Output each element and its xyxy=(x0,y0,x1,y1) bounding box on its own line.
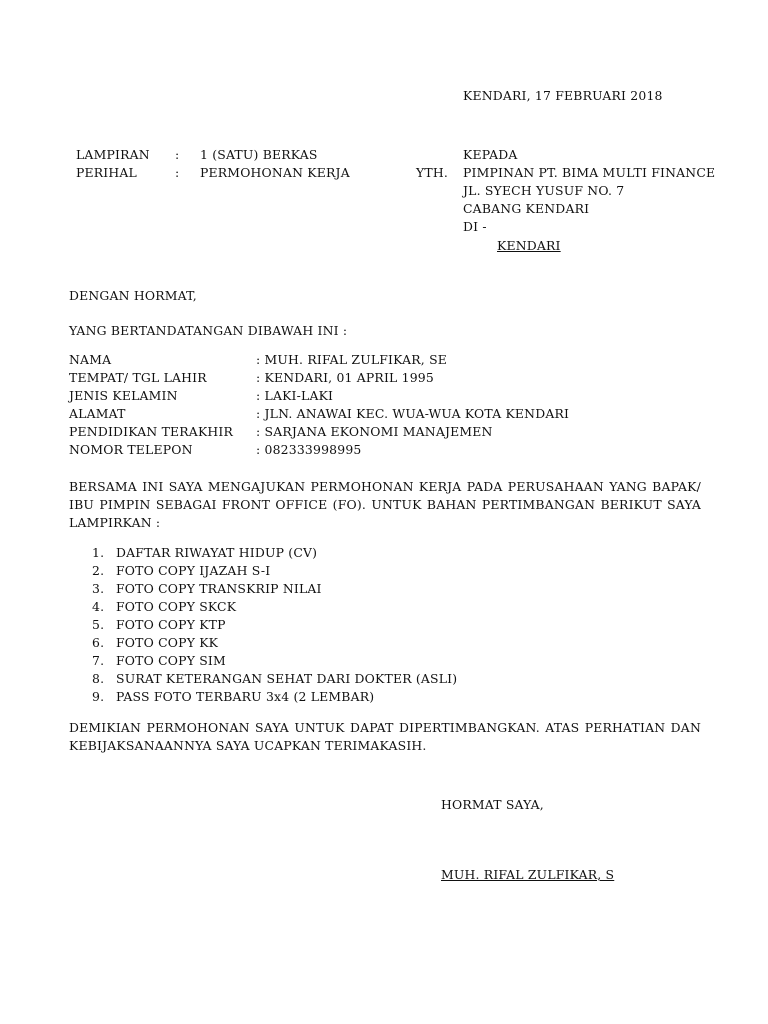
attachment-number: 4. xyxy=(92,599,105,614)
attachment-item xyxy=(92,688,457,706)
attachment-number: 6. xyxy=(92,635,105,650)
applicant-field-value: : KENDARI, 01 APRIL 1995 xyxy=(256,370,434,385)
attachment-item xyxy=(92,634,457,652)
applicant-field-value: : MUH. RIFAL ZULFIKAR, SE xyxy=(256,352,447,367)
attachment-list xyxy=(92,544,457,706)
attachment-number: 8. xyxy=(92,671,105,686)
recipient-city: KENDARI xyxy=(497,238,561,253)
attachment-item xyxy=(92,670,457,688)
recipient-line-2: JL. SYECH YUSUF NO. 7 xyxy=(463,183,625,198)
attachment-text: FOTO COPY IJAZAH S-I xyxy=(116,563,271,578)
attachment-text: FOTO COPY KTP xyxy=(116,617,226,632)
applicant-field-value: : LAKI-LAKI xyxy=(256,388,334,403)
attachment-number: 9. xyxy=(92,689,105,704)
applicant-field-label: NOMOR TELEPON xyxy=(69,442,193,457)
attachment-item xyxy=(92,544,457,562)
perihal-separator: : xyxy=(175,165,180,180)
recipient-line-4: DI - xyxy=(463,219,487,234)
perihal-value: PERMOHONAN KERJA xyxy=(200,165,350,180)
recipient-kepada: KEPADA xyxy=(463,147,518,162)
attachment-number: 2. xyxy=(92,563,105,578)
applicant-field-label: ALAMAT xyxy=(69,406,126,421)
recipient-line-1: PIMPINAN PT. BIMA MULTI FINANCE xyxy=(463,165,716,180)
applicant-field-label: NAMA xyxy=(69,352,112,367)
date-line: KENDARI, 17 FEBRUARI 2018 xyxy=(463,88,663,103)
signoff: HORMAT SAYA, xyxy=(441,797,544,812)
attachment-text: FOTO COPY SIM xyxy=(116,653,226,668)
intro-line: YANG BERTANDATANGAN DIBAWAH INI : xyxy=(69,323,348,338)
attachment-number: 5. xyxy=(92,617,105,632)
attachment-text: PASS FOTO TERBARU 3x4 (2 LEMBAR) xyxy=(116,689,375,704)
closing-paragraph: DEMIKIAN PERMOHONAN SAYA UNTUK DAPAT DIPERTIMBANGKAN. ATAS PERHATIAN DAN KEBIJAKSANAANNYA SAYA UCAPKAN TERIMAKASIH. xyxy=(69,720,701,753)
attachment-number: 1. xyxy=(92,545,105,560)
attachment-number: 7. xyxy=(92,653,105,668)
recipient-line-3: CABANG KENDARI xyxy=(463,201,590,216)
recipient-yth: YTH. xyxy=(416,165,448,180)
attachment-item xyxy=(92,652,457,670)
lampiran-separator: : xyxy=(175,147,180,162)
attachment-text: FOTO COPY KK xyxy=(116,635,219,650)
attachment-item xyxy=(92,616,457,634)
attachment-number: 3. xyxy=(92,581,105,596)
lampiran-value: 1 (SATU) BERKAS xyxy=(200,147,318,162)
attachment-text: FOTO COPY SKCK xyxy=(116,599,237,614)
greeting: DENGAN HORMAT, xyxy=(69,288,197,303)
applicant-field-label: JENIS KELAMIN xyxy=(69,388,178,403)
applicant-field-value: : 082333998995 xyxy=(256,442,362,457)
attachment-text: FOTO COPY TRANSKRIP NILAI xyxy=(116,581,322,596)
attachment-text: SURAT KETERANGAN SEHAT DARI DOKTER (ASLI) xyxy=(116,671,458,686)
attachment-item xyxy=(92,598,457,616)
attachment-text: DAFTAR RIWAYAT HIDUP (CV) xyxy=(116,545,318,560)
signature-name: MUH. RIFAL ZULFIKAR, S xyxy=(441,867,615,882)
applicant-field-value: : SARJANA EKONOMI MANAJEMEN xyxy=(256,424,493,439)
lampiran-label: LAMPIRAN xyxy=(76,147,150,162)
applicant-field-label: TEMPAT/ TGL LAHIR xyxy=(69,370,207,385)
attachment-item xyxy=(92,562,457,580)
perihal-label: PERIHAL xyxy=(76,165,137,180)
attachment-item xyxy=(92,580,457,598)
applicant-field-value: : JLN. ANAWAI KEC. WUA-WUA KOTA KENDARI xyxy=(256,406,570,421)
applicant-field-label: PENDIDIKAN TERAKHIR xyxy=(69,424,234,439)
body-paragraph: BERSAMA INI SAYA MENGAJUKAN PERMOHONAN KERJA PADA PERUSAHAAN YANG BAPAK/ IBU PIMPIN SEBAGAI FRONT OFFICE (FO). UNTUK BAHAN PERTIMBANGAN BERIKUT SAYA LAMPIRKAN : xyxy=(69,479,701,530)
